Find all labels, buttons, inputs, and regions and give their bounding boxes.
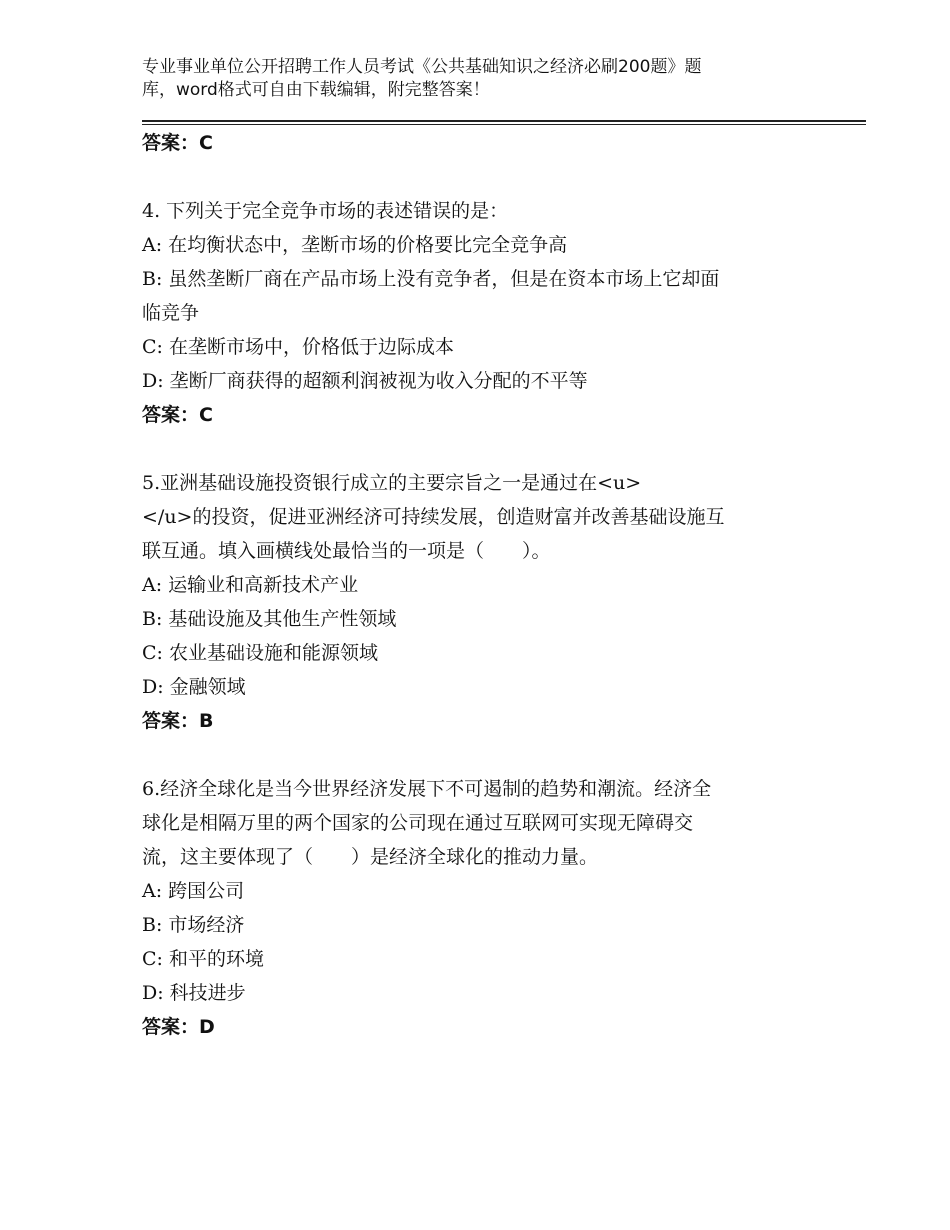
header-divider-thin [142, 124, 866, 125]
document-body [142, 126, 812, 1044]
question-4-option-b: B: 虽然垄断厂商在产品市场上没有竞争者，但是在资本市场上它却面 [142, 268, 720, 290]
question-6-option-d: D: 科技进步 [142, 982, 246, 1004]
header-title-line2: 库，word格式可自由下载编辑，附完整答案！ [142, 80, 490, 100]
question-4-option-d: D: 垄断厂商获得的超额利润被视为收入分配的不平等 [142, 370, 588, 392]
question-6-stem-cont: 球化是相隔万里的两个国家的公司现在通过互联网可实现无障碍交 [142, 812, 694, 834]
question-5-stem-cont2: 联互通。填入画横线处最恰当的一项是（ ）。 [142, 540, 551, 562]
question-6-answer: 答案：D [142, 1016, 215, 1038]
question-6-option-c: C: 和平的环境 [142, 948, 264, 970]
header-divider [142, 120, 866, 125]
question-5 [142, 466, 812, 738]
spacer [142, 432, 812, 466]
question-4 [142, 194, 812, 432]
header-divider-thick [142, 120, 866, 122]
header-title-line1: 专业事业单位公开招聘工作人员考试《公共基础知识之经济必刷200题》题 [142, 57, 702, 77]
question-5-option-b: B: 基础设施及其他生产性领域 [142, 608, 397, 630]
question-5-stem: 5.亚洲基础设施投资银行成立的主要宗旨之一是通过在<u> [142, 472, 642, 494]
question-6-stem-cont2: 流，这主要体现了（ ）是经济全球化的推动力量。 [142, 846, 599, 868]
spacer [142, 738, 812, 772]
page-header [142, 56, 792, 102]
question-4-stem: 4. 下列关于完全竞争市场的表述错误的是： [142, 200, 509, 222]
spacer [142, 160, 812, 194]
question-6-stem: 6.经济全球化是当今世界经济发展下不可遏制的趋势和潮流。经济全 [142, 778, 712, 800]
question-4-answer: 答案：C [142, 404, 213, 426]
question-6 [142, 772, 812, 1044]
question-6-option-b: B: 市场经济 [142, 914, 245, 936]
question-4-option-b-cont: 临竞争 [142, 302, 200, 324]
question-5-option-a: A: 运输业和高新技术产业 [142, 574, 359, 596]
answer-previous: 答案：C [142, 132, 213, 154]
question-4-option-a: A: 在均衡状态中，垄断市场的价格要比完全竞争高 [142, 234, 568, 256]
question-5-option-c: C: 农业基础设施和能源领域 [142, 642, 378, 664]
question-5-option-d: D: 金融领域 [142, 676, 246, 698]
question-5-answer: 答案：B [142, 710, 214, 732]
question-4-option-c: C: 在垄断市场中，价格低于边际成本 [142, 336, 454, 358]
question-6-option-a: A: 跨国公司 [142, 880, 245, 902]
question-5-stem-cont: </u>的投资，促进亚洲经济可持续发展，创造财富并改善基础设施互 [142, 506, 725, 528]
